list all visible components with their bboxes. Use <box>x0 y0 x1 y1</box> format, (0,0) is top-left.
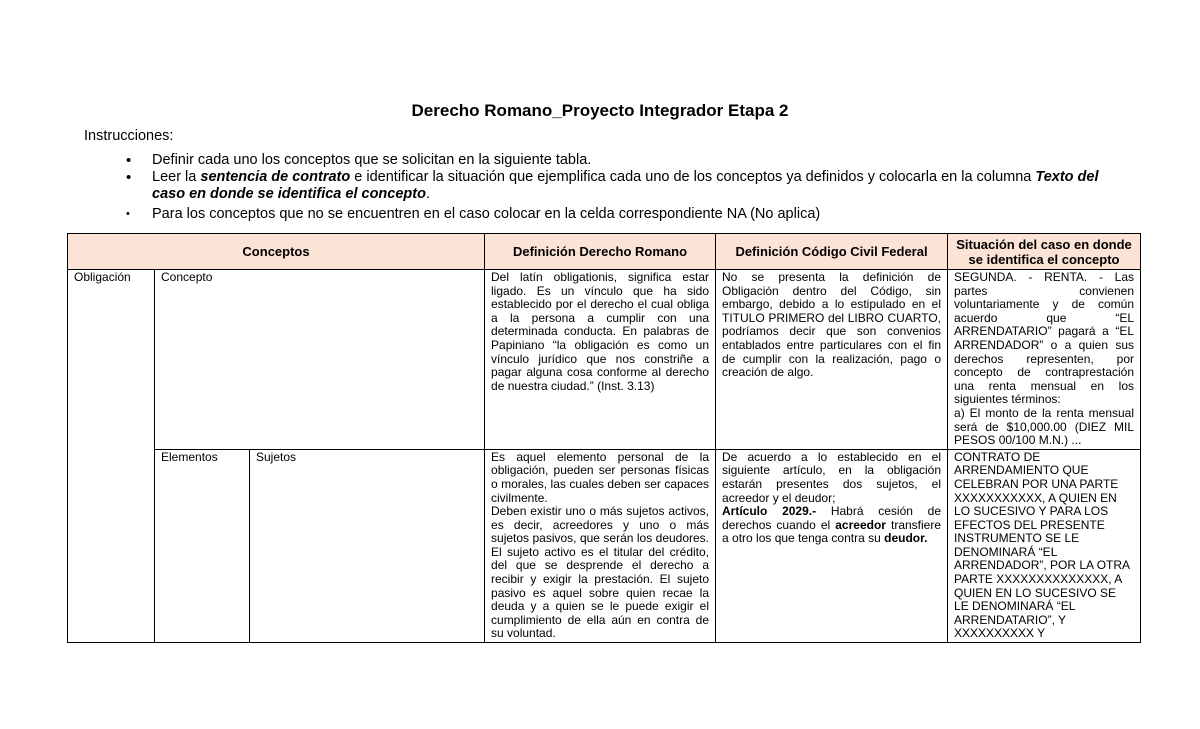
concepto-situacion <box>948 270 1141 450</box>
instruction-text: Leer la <box>152 169 201 185</box>
table-header-row <box>68 234 1141 270</box>
instruction-item <box>126 206 1121 223</box>
bullet-icon: • <box>126 169 132 186</box>
sujetos-def-romano <box>485 449 716 642</box>
situacion-text: SEGUNDA. - RENTA. - Las partes convienen voluntariamente y de común acuerdo que “EL ARRENDATARIO” pagará a “EL ARRENDADOR” o a quien sus derechos representen, por concepto de contraprestación una renta mensual en los siguientes términos: <box>954 270 1135 407</box>
articulo-ref: Artículo 2029.- <box>722 504 817 519</box>
elementos-label-cell: Elementos <box>155 449 250 642</box>
bullet-icon: • <box>126 152 132 169</box>
bullet-icon: • <box>126 208 130 220</box>
def-text <box>722 505 941 546</box>
header-conceptos: Conceptos <box>68 234 485 270</box>
situacion-text: a) El monto de la renta mensual será de $10,000.00 (DIEZ MIL PESOS 00/100 M.N.) ... <box>954 405 1135 448</box>
instructions-label: Instrucciones: <box>84 128 174 144</box>
instruction-text: Definir cada uno los conceptos que se solicitan en la siguiente tabla. <box>152 152 592 168</box>
sujetos-situacion: CONTRATO DE ARRENDAMIENTO QUE CELEBRAN POR UNA PARTE XXXXXXXXXXX, A QUIEN EN LO SUCESIVO Y PARA LOS EFECTOS DEL PRESENTE INSTRUMENTO SE LE DENOMINARÁ “EL ARRENDADOR”, POR LA OTRA PARTE XXXXXXXXXXXXXX, A QUIEN EN LO SUCESIVO SE LE DENOMINARÁ “EL ARRENDATARIO”, Y XXXXXXXXXX Y <box>948 449 1141 642</box>
acreedor-term: acreedor <box>835 517 886 532</box>
def-text-part: transfiere a otro los que tenga contra su <box>722 517 942 546</box>
instruction-item <box>126 169 1121 203</box>
header-situacion: Situación del caso en donde se identifica el concepto <box>948 234 1141 270</box>
table-row <box>68 270 1141 450</box>
obligacion-cell: Obligación <box>68 270 155 643</box>
instruction-emphasis: Texto del caso en donde se identifica el concepto <box>152 169 1099 202</box>
header-def-romano: Definición Derecho Romano <box>485 234 716 270</box>
sujetos-def-codigo <box>716 449 948 642</box>
deudor-term: deudor. <box>884 531 928 546</box>
instruction-text: . <box>425 186 430 202</box>
table-row <box>68 449 1141 642</box>
instruction-text: Para los conceptos que no se encuentren en el caso colocar en la celda correspondiente NA (No aplica) <box>152 206 821 222</box>
def-text: De acuerdo a lo establecido en el siguiente artículo, en la obligación estarán presentes dos sujetos, el acreedor y el deudor; <box>722 449 942 505</box>
document-title: Derecho Romano_Proyecto Integrador Etapa 2 <box>411 101 789 120</box>
concepto-def-romano: Del latín obligationis, significa estar ligado. Es un vínculo que ha sido establecido por el derecho el cual obliga a la persona a cumplir con una determinada conducta. En palabras de Papiniano “la obligación es como un vínculo jurídico que nos constriñe a pagar alguna cosa conforme al derecho de nuestra ciudad.” (Inst. 3.13) <box>485 270 716 450</box>
sujetos-label-cell: Sujetos <box>250 449 485 642</box>
def-text: Deben existir uno o más sujetos activos, es decir, acreedores y uno o más sujetos pasivos, que serán los deudores. El sujeto activo es el titular del crédito, del que se desprende el derecho a recibir y exigir la prestación. El sujeto pasivo es aquel sobre quien recae la deuda y a quien se le puede exigir el cumplimiento de ella aún en contra de su voluntad. <box>491 504 710 641</box>
instruction-item <box>126 152 1121 169</box>
def-text-part: Habrá cesión de derechos cuando el <box>722 504 942 532</box>
header-def-codigo: Definición Código Civil Federal <box>716 234 948 270</box>
def-text: Es aquel elemento personal de la obligación, pueden ser personas físicas o morales, las cuales deben ser capaces civilmente. <box>491 449 710 505</box>
concepto-def-codigo: No se presenta la definición de Obligación dentro del Código, sin embargo, debido a lo estipulado en el TITULO PRIMERO del LIBRO CUARTO, podríamos decir que son convenios entablados entre particulares con el fin de cumplir con la realización, pago o creación de algo. <box>716 270 948 450</box>
concepts-table <box>67 233 1141 643</box>
instructions-list <box>126 152 1121 223</box>
concepto-label-cell: Concepto <box>155 270 485 450</box>
instruction-text: e identificar la situación que ejemplifica cada uno de los conceptos ya definidos y colocarla en la columna <box>350 169 1036 185</box>
instruction-emphasis: sentencia de contrato <box>200 169 351 185</box>
